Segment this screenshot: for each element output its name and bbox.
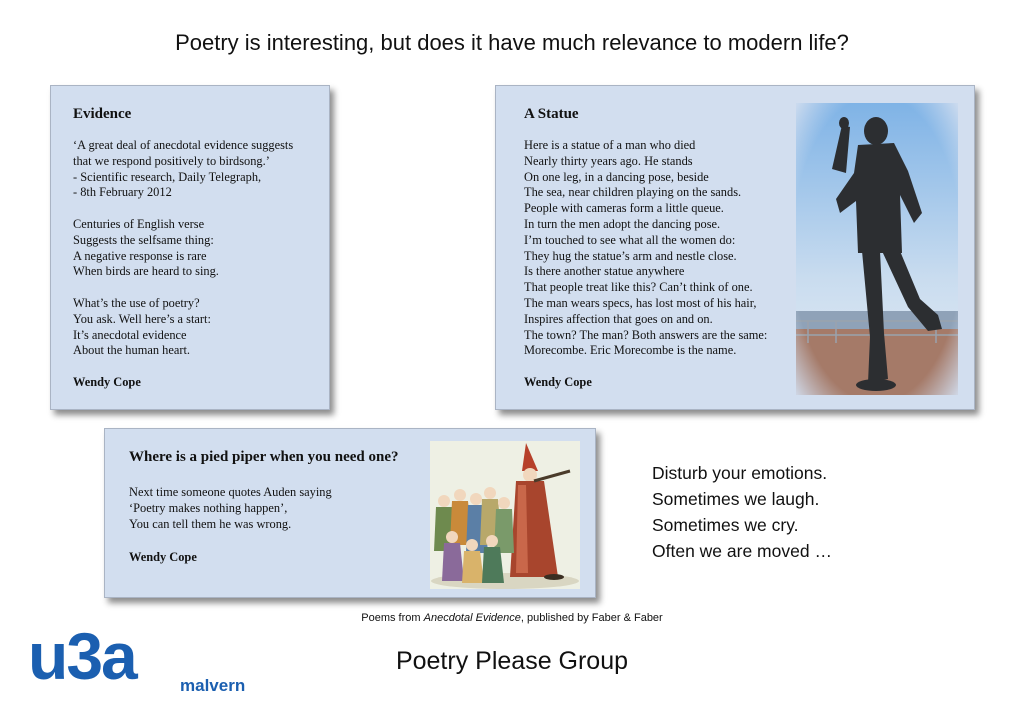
poem-line: You can tell them he was wrong. [129,516,292,531]
poem-line: Next time someone quotes Auden saying [129,485,332,499]
poem-line: You ask. Well here’s a start: [73,311,211,326]
stanza-gap [73,280,293,296]
page-headline: Poetry is interesting, but does it have much relevance to modern life? [175,30,849,55]
emotions-line: Sometimes we cry. [652,515,799,535]
poem-line: Inspires affection that goes on and on. [524,311,713,326]
evidence-title: Evidence [73,106,132,122]
poem-line: ‘Poetry makes nothing happen’, [129,500,288,515]
emotions-line: Often we are moved … [652,541,832,561]
poem-line: What’s the use of poetry? [73,295,200,310]
poem-line: Morecombe. Eric Morecombe is the name. [524,343,737,358]
pied-piper-poem-card [104,428,596,598]
poem-line: A negative response is rare [73,248,207,263]
evidence-poem-text [73,138,293,359]
group-name: Poetry Please Group [395,647,629,675]
poem-line: Suggests the selfsame thing: [73,232,214,247]
poem-line: About the human heart. [73,343,190,358]
poem-line: I’m touched to see what all the women do: [524,232,736,247]
poem-line: The sea, near children playing on the sands. [524,185,742,200]
emotions-line: Sometimes we laugh. [652,489,820,509]
evidence-poem-card [50,85,330,410]
piper-poem-text [129,485,332,532]
poem-line: In turn the men adopt the dancing pose. [524,216,721,231]
poem-line: - 8th February 2012 [73,185,172,200]
statue-poem-text [524,138,767,359]
poem-line: When birds are heard to sing. [73,264,219,279]
emotions-line: Disturb your emotions. [652,463,828,483]
statue-photo [796,103,958,395]
poem-line: People with cameras form a little queue. [524,201,724,216]
poem-line: It’s anecdotal evidence [73,327,187,342]
pied-piper-illustration [430,441,580,589]
stanza-gap [73,201,293,217]
source-credit [0,612,1024,624]
poem-line: Nearly thirty years ago. He stands [524,153,693,168]
piper-author: Wendy Cope [129,550,197,564]
source-suffix: , published by Faber & Faber [520,612,663,624]
poem-line: Centuries of English verse [73,216,205,231]
poem-line: They hug the statue’s arm and nestle close. [524,248,737,263]
source-book-title: Anecdotal Evidence [423,612,521,624]
logo-town: malvern [180,676,246,695]
poem-line: Here is a statue of a man who died [524,138,696,152]
poem-line: The town? The man? Both answers are the same: [524,327,768,342]
piper-title: Where is a pied piper when you need one? [129,449,399,465]
poem-line: - Scientific research, Daily Telegraph, [73,169,262,184]
emotions-list [652,460,832,564]
statue-author: Wendy Cope [524,375,592,389]
poem-line: That people treat like this? Can’t think of one. [524,280,753,295]
statue-poem-card [495,85,975,410]
poem-line: ‘A great deal of anecdotal evidence suggests [73,138,294,152]
logo-mark: u3a [28,619,136,693]
evidence-author: Wendy Cope [73,375,141,389]
statue-title: A Statue [524,106,579,122]
poem-line: Is there another statue anywhere [524,264,685,279]
source-prefix: Poems from [361,612,424,624]
poem-line: that we respond positively to birdsong.’ [73,153,270,168]
poem-line: The man wears specs, has lost most of his hair, [524,295,757,310]
poem-line: On one leg, in a dancing pose, beside [524,169,709,184]
